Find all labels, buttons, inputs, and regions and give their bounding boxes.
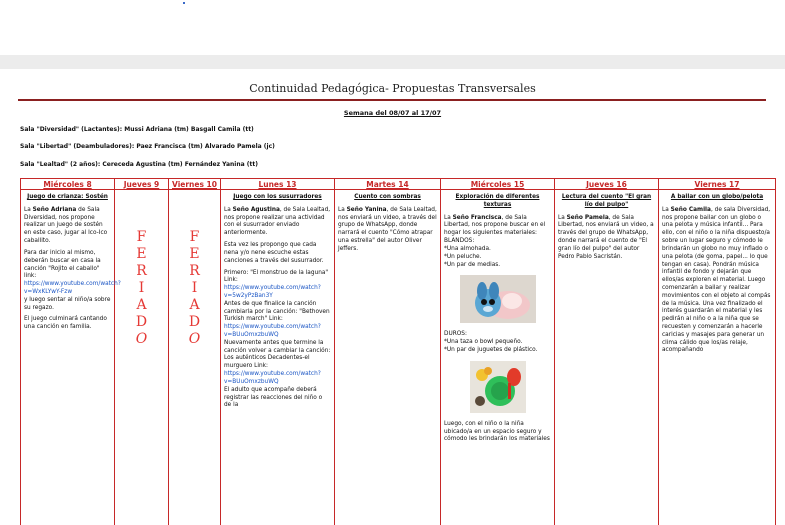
cell-jueves-16 — [555, 190, 659, 525]
list-heading: DUROS: — [444, 331, 467, 338]
cell-lunes-13 — [221, 190, 335, 525]
cell-miercoles-15 — [441, 190, 555, 525]
sala-line-2: Sala "Libertad" (Deambuladores): Paez Francisca (tm) Alvarado Pamela (jc) — [20, 143, 275, 150]
activity-title: A bailar con un globo/pelota — [670, 194, 764, 200]
youtube-link[interactable]: https://www.youtube.com/watch?v=WxKLYwY-Fzw — [24, 281, 121, 295]
sala-line-1: Sala "Diversidad" (Lactantes): Mussi Adriana (tm) Basgall Camila (tt) — [20, 126, 254, 133]
list-item: *Una taza o bowl pequeño. — [444, 339, 523, 346]
cursor-dot — [183, 2, 185, 4]
sala-line-3: Sala "Lealtad" (2 años): Cereceda Agustina (tm) Fernández Yanina (tt) — [20, 161, 258, 168]
header-row — [21, 179, 776, 190]
header-day: Miércoles 15 — [441, 179, 555, 190]
week-label: Semana del 08/07 al 17/07 — [343, 109, 442, 117]
feriado-vertical: F E R I A D O — [135, 229, 148, 347]
activity-text: La Seño Agustina, de Sala Lealtad, nos propone realizar una actividad con el susurrador enviado anteriormente. — [224, 206, 331, 237]
activity-text: Para dar inicio al mismo, deberán buscar en casa la canción "Rojito el caballo" link: https://www.youtube.com/watch?v=WxKLYwY-Fzw y luego sentar al niño/a sobre su regazo. — [24, 249, 121, 311]
activity-text: Antes de que finalice la canción cambiarla por la canción: "Bethoven Turkish march" Link: — [224, 300, 330, 323]
header-day: Viernes 17 — [659, 179, 776, 190]
youtube-link[interactable]: https://www.youtube.com/watch?v=BUuOmxzbuWQ — [224, 324, 321, 338]
feriado-vertical: F E R I A D O — [188, 229, 201, 347]
activity-text: El adulto que acompañe deberá registrar las reacciones del niño o de la — [224, 386, 323, 409]
activity-text: Luego, con el niño o la niña ubicado/a en un espacio seguro y cómodo les brindarán los materiales — [444, 420, 550, 443]
cell-miercoles-8 — [21, 190, 121, 525]
schedule-table — [20, 178, 776, 525]
activity-title: Cuento con sombras — [354, 194, 421, 200]
header-day: Lunes 13 — [221, 179, 335, 190]
document-title: Continuidad Pedagógica- Propuestas Transversales — [249, 82, 536, 95]
header-day: Martes 14 — [335, 179, 441, 190]
top-margin — [0, 0, 785, 55]
list-item: *Un peluche. — [444, 253, 482, 260]
activity-text: Nuevamente antes que termine la canción volver a cambiar la canción: Los auténticos Decadentes-el murguero Link: — [224, 339, 331, 370]
activity-title: Exploración de diferentes texturas — [455, 194, 540, 208]
activity-title: Lectura del cuento "El gran lío del pulpo" — [561, 194, 652, 208]
activity-text: El juego culminará cantando una canción en familia. — [24, 316, 107, 331]
youtube-link[interactable]: https://www.youtube.com/watch?v=5w2yPzBan3Y — [224, 285, 321, 299]
activity-text: Esta vez les propongo que cada nena y/o nene escuche estas canciones a través del susurrador. — [224, 242, 324, 264]
hard-toys-photo — [470, 361, 526, 413]
header-day: Jueves 9 — [115, 179, 169, 190]
cell-viernes-10 — [169, 190, 221, 525]
list-item: *Un par de medias. — [444, 261, 501, 268]
activity-text: La Seño Yanina, de Sala Lealtad, nos enviará un video, a través del grupo de WhatsApp, donde narrará el cuento "Cómo atrapar una estrella" del autor Oliver Jeffers. — [338, 206, 437, 252]
youtube-link[interactable]: https://www.youtube.com/watch?v=BUuOmxzbuWQ — [224, 371, 321, 385]
list-item: *Un par de juguetes de plástico. — [444, 346, 538, 353]
cell-jueves-9 — [115, 190, 169, 525]
cell-martes-14 — [335, 190, 441, 525]
activity-title: Juego de crianza: Sostén — [27, 194, 108, 200]
document-page — [0, 69, 785, 525]
header-day: Jueves 16 — [555, 179, 659, 190]
title-rule — [18, 99, 766, 101]
content-row — [21, 190, 776, 525]
header-day: Viernes 10 — [169, 179, 221, 190]
activity-text: La Seño Camila, de sala Diversidad, nos propone bailar con un globo o una pelota y música infantil... Para ello, con el niño o la niña dispuesto/a sobre un lugar seguro y cómodo le brindarán un globo no muy inflado o una pelota (de goma, papel... lo que tengan en casa). Pondrán música infantil de fondo y dejarán que ellos/as exploren el material. Luego comenzarán a bailar y realizar movimientos con el objeto al compás de la música. Una vez finalizado el interés guardarán el material y les pedirán al niño o a la niña que se recuesten y comenzarán a hacerle caricias y masajes para generar un clima cálido que los/as relaje, acompañando — [662, 206, 771, 354]
activity-title: Juego con los susurradores — [233, 194, 322, 200]
header-day: Miércoles 8 — [21, 179, 115, 190]
cell-viernes-17 — [659, 190, 776, 525]
activity-text: La Seño Pamela, de Sala Libertad, nos enviará un video, a través del grupo de WhatsApp, donde narrará el cuento de "El gran lío del pulpo" del autor Pedro Pablo Sacristán. — [558, 214, 654, 260]
activity-text: La Seño Francisca, de Sala Libertad, nos propone buscar en el hogar los siguientes materiales: — [444, 214, 546, 237]
activity-text: Primero: "El monstruo de la laguna" Link: — [224, 269, 329, 284]
soft-toys-photo — [460, 275, 536, 323]
list-item: *Una almohada. — [444, 245, 491, 252]
activity-text: La Seño Adriana de Sala Diversidad, nos propone realizar un juego de sostén en este caso, jugar al Ico-Ico caballito. — [24, 206, 108, 245]
list-heading: BLANDOS: — [444, 238, 475, 245]
